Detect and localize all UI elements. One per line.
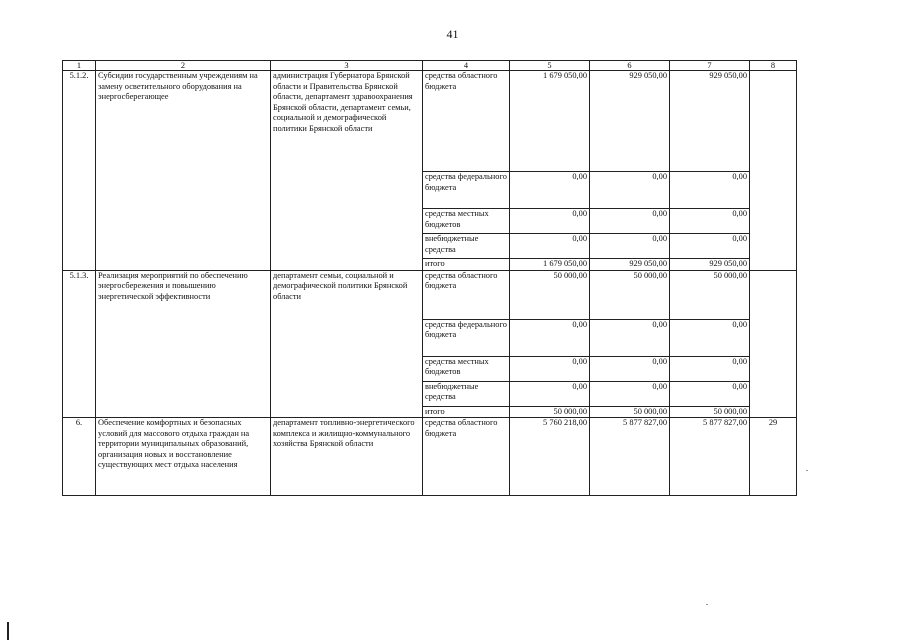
note-col-8: 29 — [750, 418, 797, 496]
funding-source: средства областного бюджета — [423, 418, 510, 496]
value-col-7: 0,00 — [670, 356, 750, 381]
value-col-6: 0,00 — [590, 172, 670, 209]
item-number: 5.1.2. — [63, 71, 96, 271]
total-col-6: 929 050,00 — [590, 259, 670, 271]
header-row — [63, 61, 797, 71]
header-col-1: 1 — [63, 61, 96, 71]
funding-source: средства федерального бюджета — [423, 172, 510, 209]
funding-source: средства местных бюджетов — [423, 209, 510, 234]
value-col-7: 5 877 827,00 — [670, 418, 750, 496]
header-col-4: 4 — [423, 61, 510, 71]
value-col-5: 0,00 — [510, 319, 590, 356]
value-col-6: 50 000,00 — [590, 270, 670, 319]
value-col-7: 0,00 — [670, 172, 750, 209]
total-col-7: 929 050,00 — [670, 259, 750, 271]
page-number: 41 — [446, 27, 459, 41]
header-col-3: 3 — [271, 61, 423, 71]
item-number: 6. — [63, 418, 96, 496]
funding-source: внебюджетные средства — [423, 381, 510, 406]
value-col-5: 0,00 — [510, 172, 590, 209]
value-col-7: 0,00 — [670, 209, 750, 234]
value-col-6: 0,00 — [590, 319, 670, 356]
item-number: 5.1.3. — [63, 270, 96, 418]
header-col-6: 6 — [590, 61, 670, 71]
value-col-6: 0,00 — [590, 234, 670, 259]
value-col-6: 0,00 — [590, 209, 670, 234]
note-col-8 — [750, 71, 797, 271]
scan-dot — [706, 604, 708, 605]
value-col-5: 50 000,00 — [510, 270, 590, 319]
value-col-5: 1 679 050,00 — [510, 71, 590, 172]
item-executor: департамент семьи, социальной и демографической политики Брянской области — [271, 270, 423, 418]
value-col-5: 0,00 — [510, 234, 590, 259]
value-col-5: 0,00 — [510, 209, 590, 234]
funding-source: средства местных бюджетов — [423, 356, 510, 381]
value-col-5: 5 760 218,00 — [510, 418, 590, 496]
header-col-2: 2 — [96, 61, 271, 71]
budget-table — [62, 60, 797, 496]
note-col-8 — [750, 270, 797, 418]
total-col-5: 1 679 050,00 — [510, 259, 590, 271]
table-row — [63, 270, 797, 319]
header-col-8: 8 — [750, 61, 797, 71]
funding-source: средства областного бюджета — [423, 71, 510, 172]
item-executor: департамент топливно-энергетического комплекса и жилищно-коммунального хозяйства Брянской области — [271, 418, 423, 496]
table-row — [63, 71, 797, 172]
value-col-5: 0,00 — [510, 381, 590, 406]
value-col-7: 929 050,00 — [670, 71, 750, 172]
item-name: Реализация мероприятий по обеспечению энергосбережения и повышению энергетической эффективности — [96, 270, 271, 418]
total-col-6: 50 000,00 — [590, 406, 670, 418]
table-row — [63, 418, 797, 496]
item-name: Субсидии государственным учреждениям на замену осветительного оборудования на энергосберегающее — [96, 71, 271, 271]
value-col-7: 50 000,00 — [670, 270, 750, 319]
scan-dot — [806, 470, 808, 471]
funding-source: внебюджетные средства — [423, 234, 510, 259]
value-col-6: 5 877 827,00 — [590, 418, 670, 496]
item-name: Обеспечение комфортных и безопасных условий для массового отдыха граждан на территории муниципальных образований, организация новых и восстановление существующих мест отдыха населения — [96, 418, 271, 496]
header-col-5: 5 — [510, 61, 590, 71]
value-col-6: 929 050,00 — [590, 71, 670, 172]
total-col-7: 50 000,00 — [670, 406, 750, 418]
value-col-7: 0,00 — [670, 381, 750, 406]
funding-source: средства областного бюджета — [423, 270, 510, 319]
funding-source-total: итого — [423, 406, 510, 418]
value-col-6: 0,00 — [590, 381, 670, 406]
value-col-7: 0,00 — [670, 319, 750, 356]
value-col-5: 0,00 — [510, 356, 590, 381]
item-executor: администрация Губернатора Брянской области и Правительства Брянской области, департамент здравоохранения Брянской области, департамент семьи, социальной и демографической политики Брянской области — [271, 71, 423, 271]
margin-mark — [7, 622, 9, 640]
funding-source: средства федерального бюджета — [423, 319, 510, 356]
funding-source-total: итого — [423, 259, 510, 271]
value-col-7: 0,00 — [670, 234, 750, 259]
value-col-6: 0,00 — [590, 356, 670, 381]
total-col-5: 50 000,00 — [510, 406, 590, 418]
header-col-7: 7 — [670, 61, 750, 71]
